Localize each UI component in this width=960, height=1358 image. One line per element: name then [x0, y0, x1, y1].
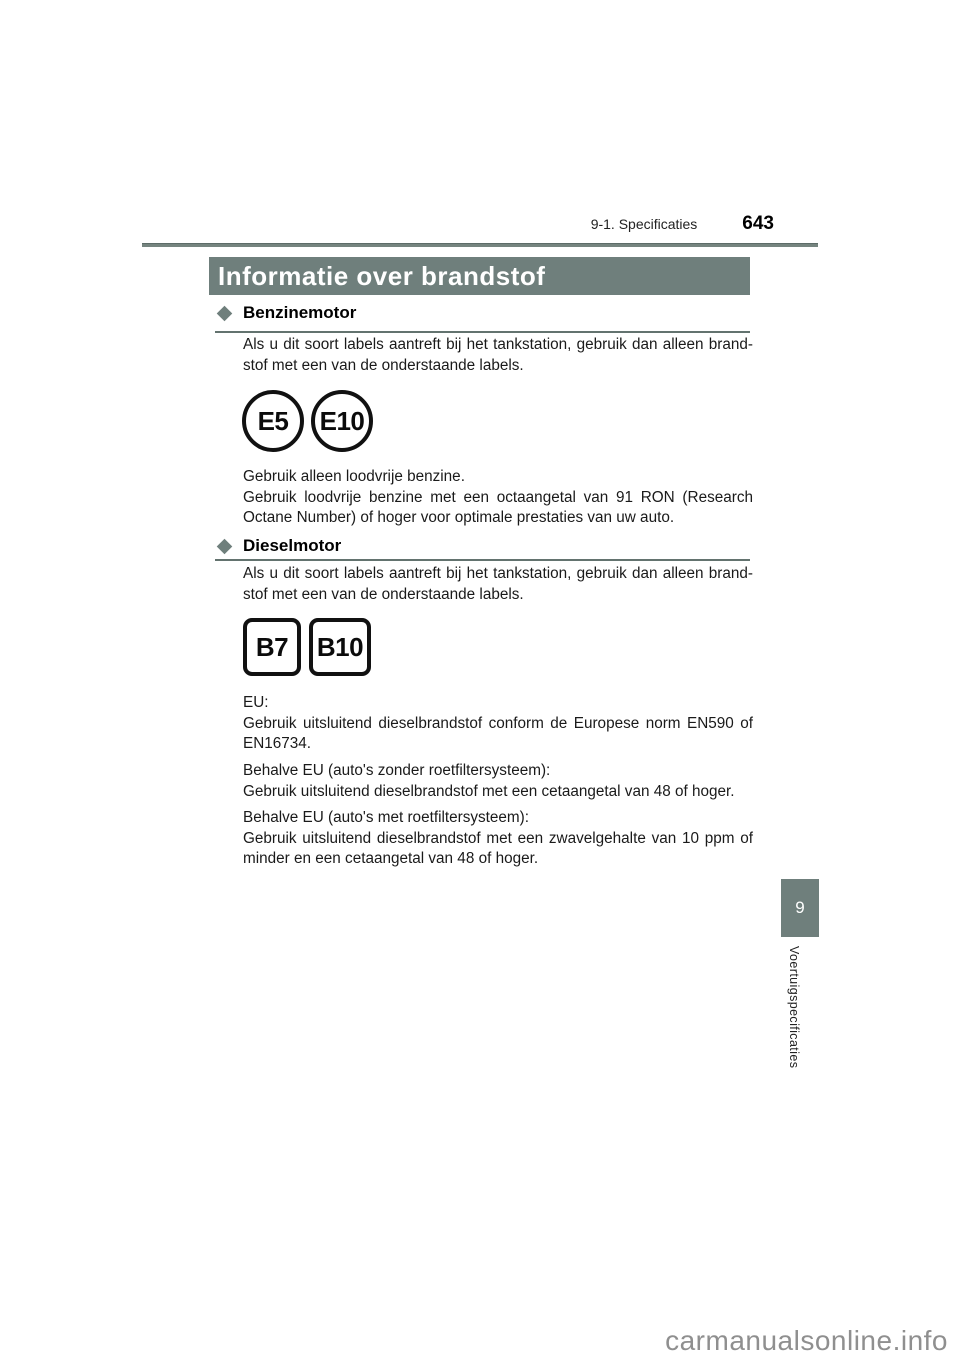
page-number: 643 — [742, 213, 774, 234]
text-line: Als u dit soort labels aantreft bij het tankstation, gebruik dan alleen brand- — [243, 336, 753, 353]
fuel-label-e5: E5 — [242, 390, 304, 452]
petrol-fuel-labels — [242, 390, 373, 452]
text-line: Gebruik uitsluitend dieselbrandstof met een cetaangetal van 48 of hoger. — [243, 782, 735, 800]
text-line: Behalve EU (auto's met roetfiltersysteem): — [243, 809, 530, 826]
text-line: Gebruik loodvrije benzine met een octaangetal van 91 RON (Research — [243, 488, 753, 506]
diesel-fuel-labels — [243, 618, 371, 676]
header-divider — [142, 243, 818, 247]
text-line: EU: — [243, 694, 269, 711]
diesel-except1-paragraph — [243, 761, 753, 802]
chapter-number-tab: 9 — [781, 879, 819, 937]
fuel-label-e10: E10 — [311, 390, 373, 452]
section-divider — [215, 559, 750, 561]
section-divider — [215, 331, 750, 333]
text-line: Octane Number) of hoger voor optimale prestaties van uw auto. — [243, 509, 675, 526]
text-line: stof met een van de onderstaande labels. — [243, 585, 524, 603]
section-breadcrumb: 9-1. Specificaties — [590, 216, 698, 232]
text-line: EN16734. — [243, 735, 312, 752]
diamond-bullet-icon — [217, 538, 233, 554]
section-label: Benzinemotor — [243, 303, 357, 322]
section-heading-dieselmotor — [219, 536, 341, 556]
diesel-intro-paragraph — [243, 564, 753, 605]
text-line: stof met een van de onderstaande labels. — [243, 356, 524, 374]
diamond-bullet-icon — [217, 305, 233, 321]
text-line: Gebruik uitsluitend dieselbrandstof met een zwavelgehalte van 10 ppm of — [243, 829, 753, 847]
benzine-intro-paragraph — [243, 335, 753, 376]
text-line: Behalve EU (auto's zonder roetfiltersysteem): — [243, 762, 551, 779]
text-line: minder en een cetaangetal van 48 of hoger. — [243, 850, 539, 867]
chapter-side-label: Voertuigspecificaties — [787, 946, 801, 1069]
chapter-title: Informatie over brandstof — [218, 260, 546, 291]
chapter-title-bar — [209, 257, 750, 295]
watermark-text: carmanualsonline.info — [665, 1325, 948, 1356]
text-line: Als u dit soort labels aantreft bij het tankstation, gebruik dan alleen brand- — [243, 565, 753, 582]
benzine-body-paragraph — [243, 467, 753, 529]
diesel-eu-paragraph — [243, 693, 753, 755]
section-heading-benzinemotor — [219, 303, 356, 323]
section-label: Dieselmotor — [243, 536, 342, 555]
fuel-label-b10: B10 — [309, 618, 371, 676]
text-line: Gebruik uitsluitend dieselbrandstof conform de Europese norm EN590 of — [243, 714, 753, 732]
diesel-except2-paragraph — [243, 808, 753, 870]
text-line: Gebruik alleen loodvrije benzine. — [243, 468, 465, 485]
fuel-label-b7: B7 — [243, 618, 301, 676]
page-header — [142, 213, 774, 235]
